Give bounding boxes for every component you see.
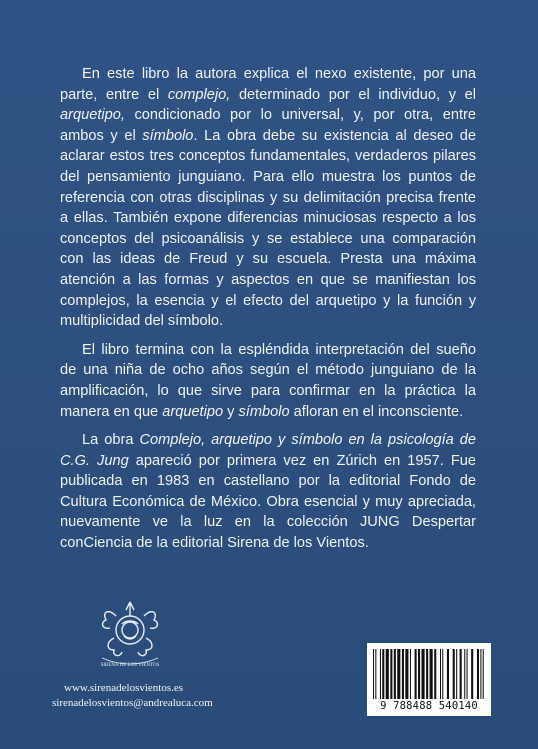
barcode-bar [421, 649, 424, 699]
siren-emblem-icon [92, 596, 168, 670]
text-run: condicionado por lo universal, y, por otra, entre ambos y el [60, 107, 476, 144]
barcode-bar [447, 649, 449, 699]
barcode-bars [373, 649, 485, 699]
italic-term: Complejo, arquetipo y símbolo en la psicología de C.G. Jung [60, 432, 477, 469]
email-link[interactable]: sirenadelosvientos@andrealuca.com [52, 697, 213, 709]
barcode-bar [405, 649, 408, 699]
barcode-bar [402, 649, 404, 699]
barcode-bar [442, 649, 443, 699]
barcode-bar [467, 649, 468, 699]
barcode-bar [453, 649, 455, 699]
barcode-bar [480, 649, 481, 699]
text-run: El libro termina con la espléndida interpretación del sueño de una niña de ocho años según el método junguiano de la amplificación, lo que sirve para confirmar en la práctica la manera en que [60, 341, 476, 420]
italic-term: símbolo [142, 127, 194, 144]
barcode-bar [410, 649, 411, 699]
text-run: En este libro la autora explica el nexo existente, por una parte, entre el [60, 66, 476, 103]
paragraph [60, 340, 476, 422]
publisher-contact [52, 681, 213, 711]
barcode-bar [415, 649, 417, 699]
text-run: afloran en el inconsciente. [289, 403, 464, 420]
italic-term: complejo, [167, 86, 231, 103]
italic-term: arquetipo, [60, 107, 125, 124]
website-link[interactable]: www.sirenadelosvientos.es [64, 682, 184, 694]
text-run: . La obra debe su existencia al deseo de aclarar estos tres conceptos fundamentales, verdaderos pilares del pensamiento junguiano. Para ello muestra los puntos de referencia con otras disciplinas y su delimitación precisa frente a ellas. También expone diferencias minuciosas respecto a los conceptos del psicoanálisis y se establece una comparación con las ideas de Freud y su escuela. Presta una máxima atención a las formas y aspectos en que se manifiestan los complejos, la esencia y el efecto del arquetipo y la función y multiplicidad del símbolo. [60, 127, 477, 330]
barcode-bar [394, 649, 396, 699]
barcode-bar [426, 649, 428, 699]
paragraph [60, 64, 476, 332]
barcode-bar [460, 649, 462, 699]
barcode-bar [471, 649, 473, 699]
text-run: y [223, 403, 239, 420]
barcode-bar [373, 649, 374, 699]
barcode-bar [430, 649, 433, 699]
publisher-logo [92, 596, 168, 670]
barcode-bar [382, 649, 384, 699]
barcode-bar [464, 649, 465, 699]
logo-lettering: SIRENA DE LOS VIENTOS [100, 663, 160, 668]
barcode-bar [386, 649, 389, 699]
synopsis-text [60, 64, 476, 562]
barcode-bar [418, 649, 420, 699]
barcode-bar [375, 649, 376, 699]
isbn-digits: 9 788488 540140 [380, 700, 478, 712]
barcode-bar [397, 649, 400, 699]
barcode-bar [440, 649, 441, 699]
barcode-bar [456, 649, 457, 699]
paragraph [60, 430, 476, 554]
text-run: determinado por el individuo, y el [230, 86, 476, 103]
text-run: La obra [82, 432, 140, 449]
italic-term: arquetipo [162, 403, 224, 420]
barcode-bar [483, 649, 484, 699]
barcode-bar [390, 649, 392, 699]
italic-term: símbolo [238, 403, 290, 420]
text-run: apareció por primera vez en Zúrich en 1957. Fue publicada en 1983 en castellano por la editorial Fondo de Cultura Económica de México. Obra esencial y muy apreciada, nuevamente ve la luz en la colección JUNG Despertar conCiencia de la editorial Sirena de los Vientos. [60, 452, 477, 552]
barcode-bar [380, 649, 381, 699]
barcode-bar [477, 649, 479, 699]
barcode-bar [434, 649, 436, 699]
isbn-barcode [367, 643, 491, 716]
